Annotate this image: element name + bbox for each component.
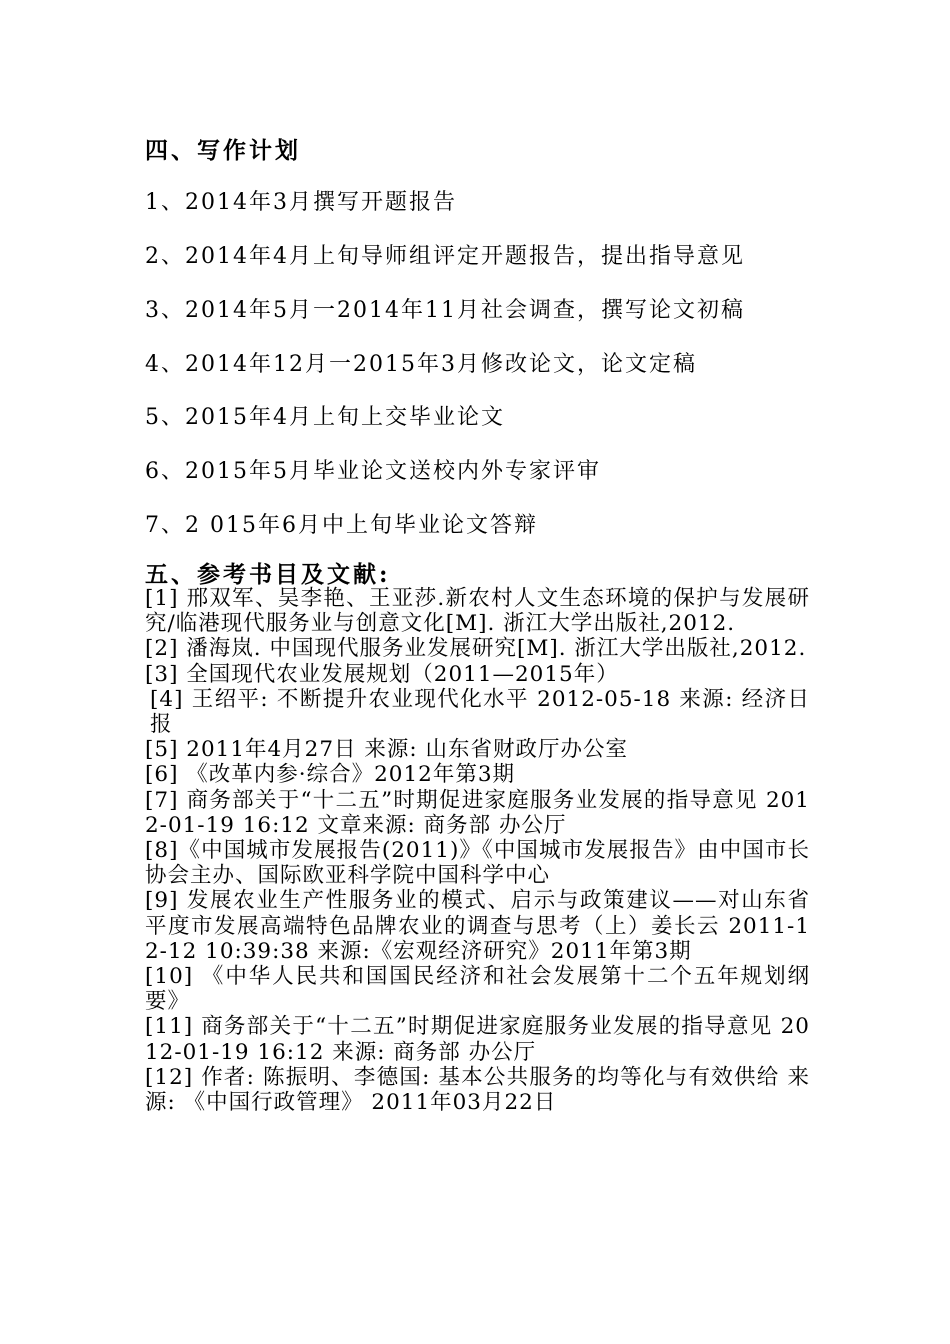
reference-item-7: [7] 商务部关于“十二五”时期促进家庭服务业发展的指导意见 2012-01-19 16:12 文章来源: 商务部 办公厅 — [145, 787, 810, 838]
reference-list — [145, 586, 810, 1115]
reference-item-5: [5] 2011年4月27日 来源: 山东省财政厅办公室 — [145, 737, 628, 763]
plan-item-3: 3、2014年5月一2014年11月社会调查，撰写论文初稿 — [145, 298, 745, 323]
reference-item-1: [1] 邢双军、吴李艳、王亚莎.新农村人文生态环境的保护与发展研究/临港现代服务业与创意文化[M]. 浙江大学出版社,2012. — [145, 586, 810, 637]
references-heading: 五、参考书目及文献: — [145, 561, 391, 588]
plan-item-6: 6、2015年5月毕业论文送校内外专家评审 — [145, 459, 601, 484]
reference-item-4: [4] 王绍平: 不断提升农业现代化水平 2012-05-18 来源: 经济日报 — [150, 686, 810, 738]
reference-item-2: [2] 潘海岚. 中国现代服务业发展研究[M]. 浙江大学出版社,2012. — [145, 636, 807, 662]
reference-item-12: [12] 作者: 陈振明、李德国: 基本公共服务的均等化与有效供给 来源: 《中国行政管理》 2011年03月22日 — [145, 1064, 810, 1116]
writing-plan-heading: 四、写作计划 — [145, 137, 301, 164]
plan-item-2: 2、2014年4月上旬导师组评定开题报告，提出指导意见 — [145, 244, 745, 269]
reference-item-6: [6] 《改革内参·综合》2012年第3期 — [145, 762, 516, 788]
plan-item-4: 4、2014年12月一2015年3月修改论文，论文定稿 — [145, 352, 697, 377]
plan-item-5: 5、2015年4月上旬上交毕业论文 — [145, 405, 505, 430]
plan-item-1: 1、2014年3月撰写开题报告 — [145, 190, 457, 215]
reference-item-10: [10] 《中华人民共和国国民经济和社会发展第十二个五年规划纲要》 — [145, 964, 810, 1015]
reference-item-8: [8]《中国城市发展报告(2011)》《中国城市发展报告》由中国市长协会主办、国际欧亚科学院中国科学中心 — [145, 838, 810, 889]
plan-item-7: 7、2 015年6月中上旬毕业论文答辩 — [145, 513, 538, 538]
reference-item-3: [3] 全国现代农业发展规划（2011—2015年） — [145, 661, 619, 687]
reference-item-11: [11] 商务部关于“十二五”时期促进家庭服务业发展的指导意见 2012-01-19 16:12 来源: 商务部 办公厅 — [145, 1014, 810, 1065]
reference-item-9: [9] 发展农业生产性服务业的模式、启示与政策建议——对山东省平度市发展高端特色品牌农业的调查与思考（上）姜长云 2011-12-12 10:39:38 来源:《宏观经济研究》2011年第3期 — [145, 888, 810, 964]
